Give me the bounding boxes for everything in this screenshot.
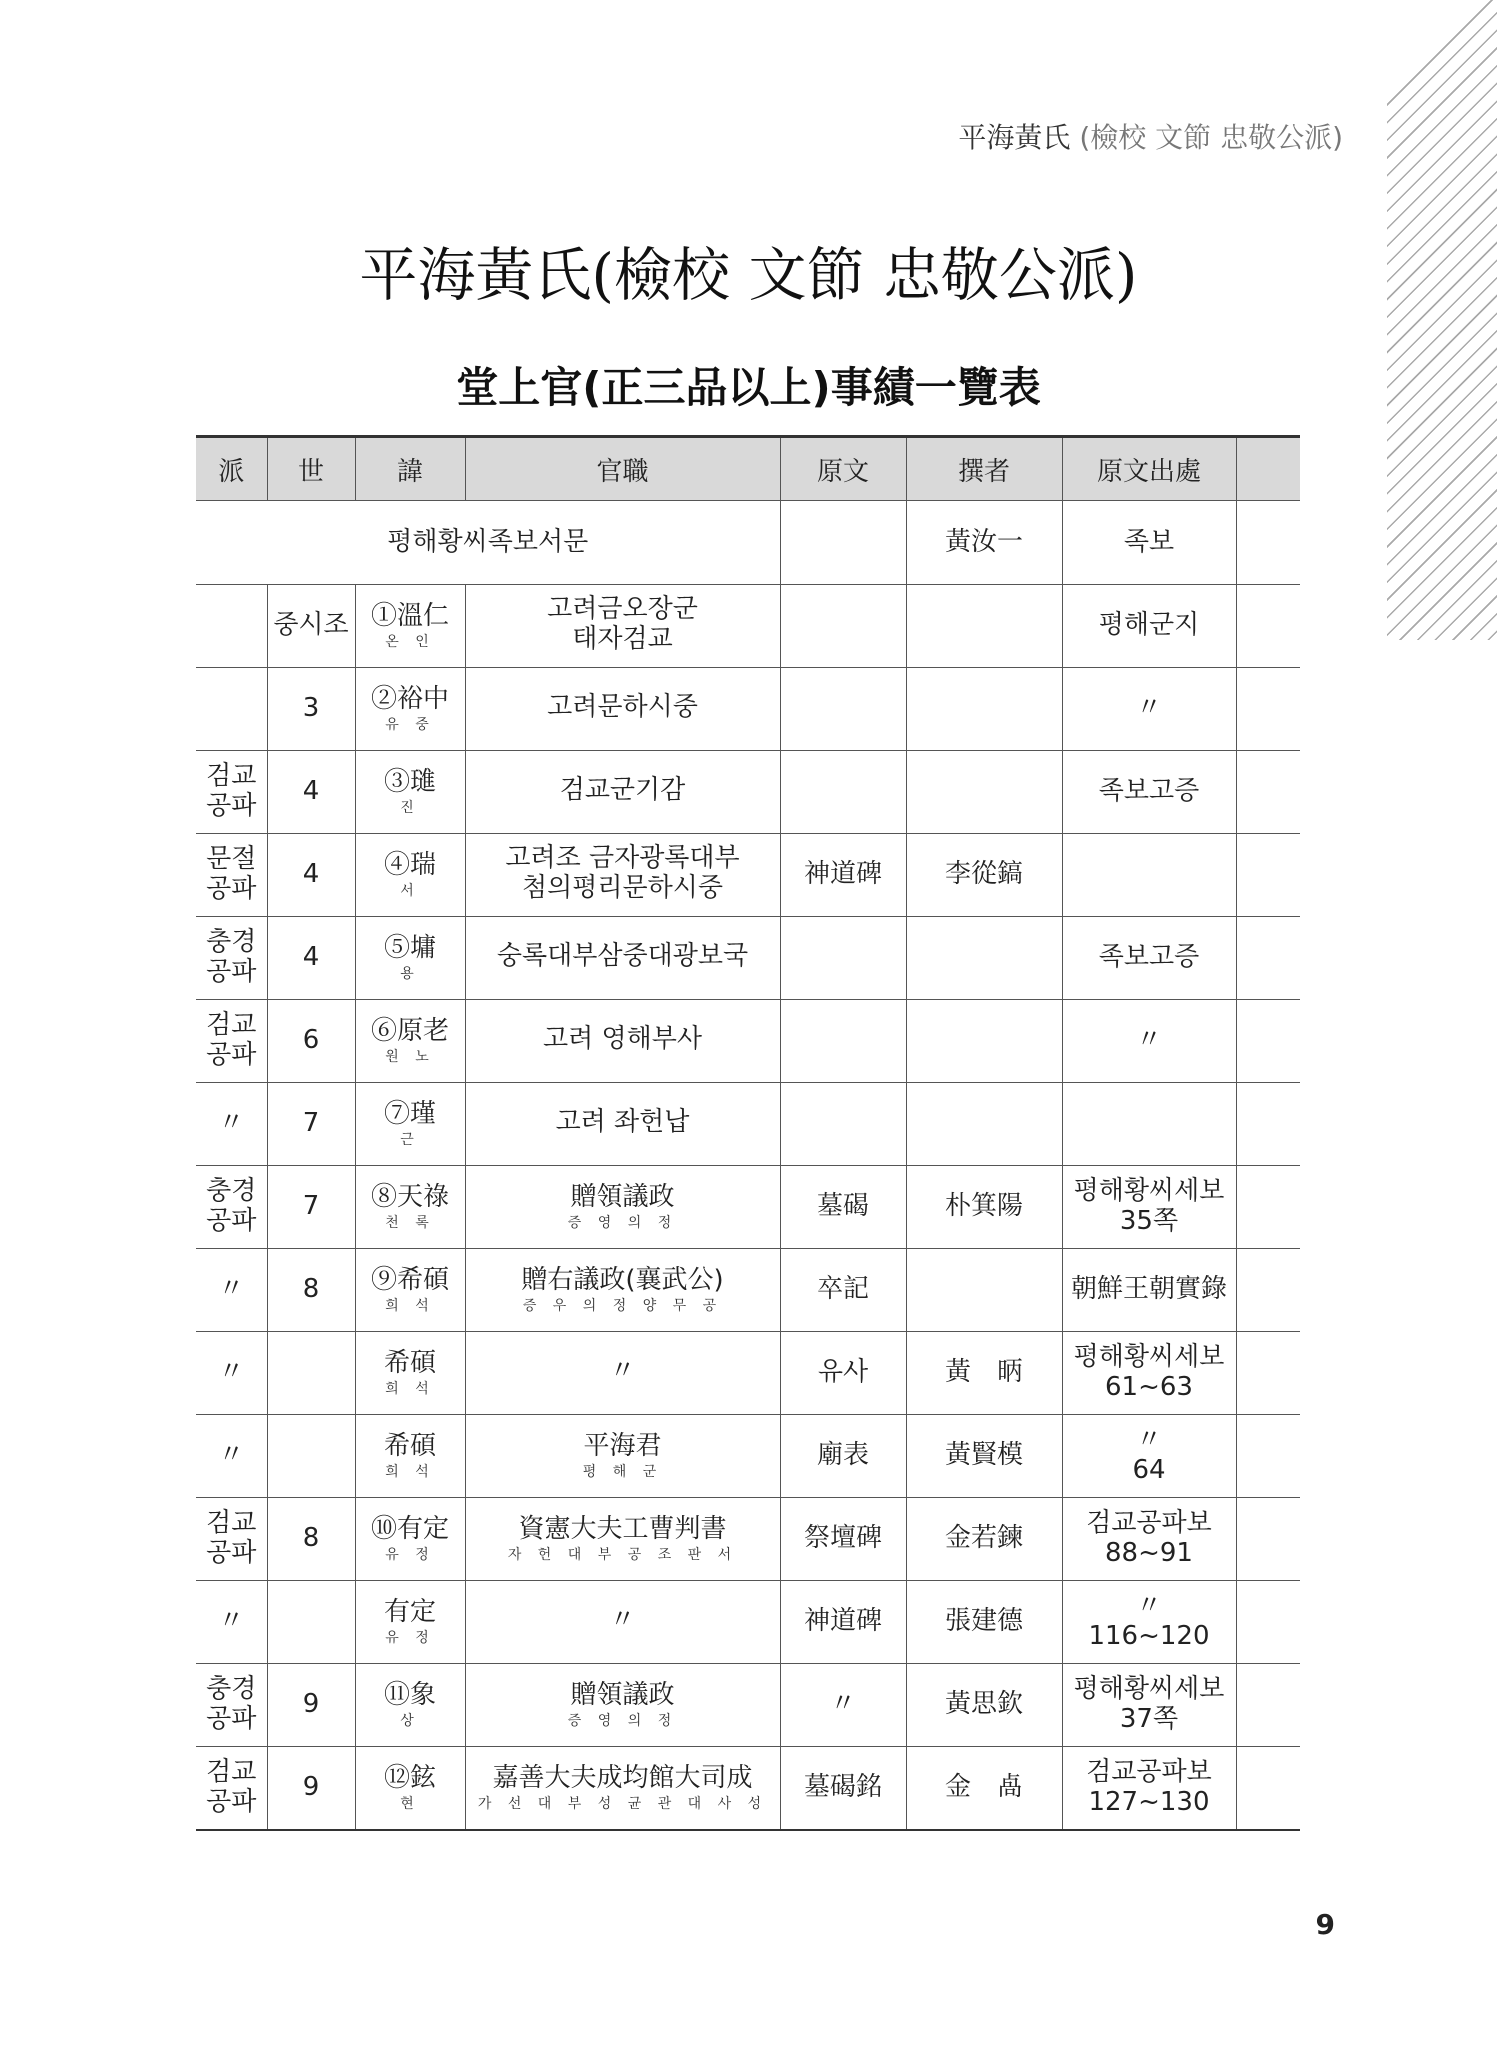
- se-cell: 8: [267, 1249, 355, 1332]
- preface-extra-cell: [1236, 501, 1300, 585]
- source-line-1: 족보고증: [1098, 942, 1200, 973]
- name-cell: [355, 1498, 465, 1581]
- running-head: [958, 116, 1343, 156]
- pa-cell: [196, 1249, 267, 1332]
- se-cell: 9: [267, 1664, 355, 1747]
- author-cell: 黃思欽: [906, 1664, 1062, 1747]
- author-cell: [906, 1000, 1062, 1083]
- header-se: 世: [267, 437, 355, 501]
- pa-cell: [196, 751, 267, 834]
- extra-cell: [1236, 751, 1300, 834]
- author-cell: [906, 668, 1062, 751]
- name-hanja: ③璡: [383, 767, 436, 797]
- pa-cell: [196, 1664, 267, 1747]
- name-reading: 근: [400, 1131, 420, 1148]
- pa-cell: [196, 1166, 267, 1249]
- source-line-1: 〃: [1135, 1591, 1162, 1622]
- author-cell: 黃賢模: [906, 1415, 1062, 1498]
- office-reading: 평 해 군: [582, 1463, 663, 1480]
- name-cell: [355, 1000, 465, 1083]
- pa-line-2: 공파: [206, 1704, 257, 1734]
- author-cell: 李從鎬: [906, 834, 1062, 917]
- decorative-stripes: [1387, 0, 1497, 640]
- author-cell: 金若鍊: [906, 1498, 1062, 1581]
- extra-cell: [1236, 1498, 1300, 1581]
- extra-cell: [1236, 1249, 1300, 1332]
- office-cell: [465, 585, 780, 668]
- pa-cell: [196, 1332, 267, 1415]
- table-row: [196, 1747, 1300, 1830]
- source-line-2: 116~120: [1088, 1621, 1210, 1651]
- extra-cell: [1236, 1000, 1300, 1083]
- wonmun-cell: 墓碣: [780, 1166, 906, 1249]
- pa-line-2: 공파: [206, 1206, 257, 1236]
- name-hanja: 有定: [383, 1597, 436, 1627]
- name-cell: [355, 1249, 465, 1332]
- name-reading: 희 석: [385, 1380, 435, 1397]
- source-cell: [1062, 1664, 1236, 1747]
- name-hanja: ⑥原老: [370, 1016, 449, 1046]
- extra-cell: [1236, 834, 1300, 917]
- source-cell: [1062, 1581, 1236, 1664]
- name-hanja: ⑤墉: [383, 933, 436, 963]
- source-line-1: 평해군지: [1098, 610, 1200, 641]
- source-cell: [1062, 1249, 1236, 1332]
- source-line-2: 88~91: [1105, 1538, 1193, 1568]
- source-cell: [1062, 834, 1236, 917]
- wonmun-cell: [780, 1000, 906, 1083]
- pa-line-1: 검교: [206, 761, 257, 792]
- source-cell: [1062, 585, 1236, 668]
- name-reading: 원 노: [385, 1048, 435, 1065]
- name-hanja: ④瑞: [383, 850, 436, 880]
- name-reading: 유 중: [385, 716, 435, 733]
- wonmun-cell: [780, 668, 906, 751]
- name-reading: 서: [400, 882, 420, 899]
- source-cell: [1062, 1498, 1236, 1581]
- source-cell: [1062, 1332, 1236, 1415]
- pa-line-1: 검교: [206, 1756, 257, 1787]
- pa-line-2: 공파: [206, 791, 257, 821]
- table-row: [196, 1415, 1300, 1498]
- office-line-1: 고려 좌헌납: [555, 1107, 690, 1138]
- pa-cell: [196, 1581, 267, 1664]
- source-line-1: 〃: [1135, 1425, 1162, 1456]
- header-author: 撰者: [906, 437, 1062, 501]
- name-cell: [355, 668, 465, 751]
- extra-cell: [1236, 1166, 1300, 1249]
- table-body: [196, 501, 1300, 1830]
- office-line-2: 태자검교: [572, 624, 673, 654]
- table-row: [196, 917, 1300, 1000]
- header-office: 官職: [465, 437, 780, 501]
- author-cell: [906, 1083, 1062, 1166]
- table-row: [196, 1498, 1300, 1581]
- table-row: [196, 751, 1300, 834]
- source-line-1: 평해황씨세보: [1073, 1342, 1225, 1373]
- pa-line-1: 검교: [206, 1508, 257, 1539]
- source-line-1: 평해황씨세보: [1073, 1176, 1225, 1207]
- office-cell: [465, 1083, 780, 1166]
- pa-cell: [196, 1498, 267, 1581]
- pa-line-1: 문절: [206, 844, 257, 875]
- office-line-1: 고려금오장군: [547, 594, 698, 625]
- pa-line-1: 〃: [218, 1108, 245, 1139]
- se-cell: 3: [267, 668, 355, 751]
- pa-cell: [196, 917, 267, 1000]
- author-cell: [906, 751, 1062, 834]
- source-cell: [1062, 751, 1236, 834]
- table-row: [196, 1581, 1300, 1664]
- source-cell: [1062, 668, 1236, 751]
- name-cell: [355, 1664, 465, 1747]
- office-cell: [465, 1415, 780, 1498]
- name-cell: [355, 834, 465, 917]
- pa-cell: [196, 668, 267, 751]
- preface-wonmun-cell: [780, 501, 906, 585]
- source-cell: [1062, 917, 1236, 1000]
- wonmun-cell: 神道碑: [780, 1581, 906, 1664]
- name-cell: [355, 585, 465, 668]
- pa-line-1: 충경: [206, 1176, 257, 1207]
- page-number: 9: [1315, 1908, 1335, 1941]
- name-cell: [355, 1083, 465, 1166]
- table-title: 堂上官(正三品以上)事績一覽表: [456, 363, 1041, 412]
- pa-line-2: 공파: [206, 1040, 257, 1070]
- office-line-1: 〃: [609, 1356, 636, 1387]
- name-cell: [355, 1415, 465, 1498]
- office-line-1: 〃: [609, 1605, 636, 1636]
- name-cell: [355, 1166, 465, 1249]
- name-cell: [355, 751, 465, 834]
- office-cell: [465, 1166, 780, 1249]
- office-line-1: 嘉善大夫成均館大司成: [492, 1762, 753, 1793]
- name-cell: [355, 1747, 465, 1830]
- table-row: [196, 1083, 1300, 1166]
- extra-cell: [1236, 1664, 1300, 1747]
- se-cell: [267, 1581, 355, 1664]
- wonmun-cell: [780, 751, 906, 834]
- author-cell: 黃 昞: [906, 1332, 1062, 1415]
- source-cell: [1062, 1415, 1236, 1498]
- running-head-sub: (檢校 文節 忠敬公派): [1079, 121, 1343, 154]
- wonmun-cell: 神道碑: [780, 834, 906, 917]
- office-cell: [465, 1000, 780, 1083]
- author-cell: 張建德: [906, 1581, 1062, 1664]
- pa-line-1: 검교: [206, 1010, 257, 1041]
- office-line-2: 첨의평리문하시중: [522, 873, 723, 903]
- se-cell: 7: [267, 1083, 355, 1166]
- preface-source-cell: 족보: [1062, 501, 1236, 585]
- wonmun-cell: 卒記: [780, 1249, 906, 1332]
- pa-cell: [196, 585, 267, 668]
- pa-cell: [196, 1415, 267, 1498]
- name-reading: 희 석: [385, 1463, 435, 1480]
- office-cell: [465, 1664, 780, 1747]
- name-hanja: ②裕中: [370, 684, 449, 714]
- name-reading: 유 정: [385, 1546, 435, 1563]
- name-reading: 희 석: [385, 1297, 435, 1314]
- preface-author-cell: 黃汝一: [906, 501, 1062, 585]
- source-line-2: 61~63: [1105, 1372, 1193, 1402]
- name-hanja: ⑪象: [383, 1680, 436, 1710]
- header-name: 諱: [355, 437, 465, 501]
- se-cell: 8: [267, 1498, 355, 1581]
- pa-line-1: 충경: [206, 927, 257, 958]
- office-reading: 증 영 의 정: [567, 1712, 678, 1729]
- records-table: [196, 435, 1300, 1831]
- office-line-1: 검교군기감: [559, 775, 686, 806]
- source-line-2: 35쪽: [1119, 1206, 1179, 1236]
- wonmun-cell: 墓碣銘: [780, 1747, 906, 1830]
- name-hanja: ⑨希碩: [370, 1265, 449, 1295]
- office-line-1: 贈右議政(襄武公): [521, 1265, 724, 1295]
- office-cell: [465, 1747, 780, 1830]
- office-line-1: 平海君: [583, 1431, 662, 1461]
- se-cell: 4: [267, 751, 355, 834]
- office-cell: [465, 1332, 780, 1415]
- extra-cell: [1236, 668, 1300, 751]
- se-cell: 6: [267, 1000, 355, 1083]
- wonmun-cell: 유사: [780, 1332, 906, 1415]
- source-line-1: 평해황씨세보: [1073, 1674, 1225, 1705]
- se-cell: 중시조: [267, 585, 355, 668]
- pa-line-2: 공파: [206, 957, 257, 987]
- source-line-1: 朝鮮王朝實錄: [1070, 1274, 1227, 1305]
- name-reading: 진: [400, 799, 420, 816]
- office-cell: [465, 917, 780, 1000]
- name-reading: 상: [400, 1712, 420, 1729]
- pa-line-1: 〃: [218, 1606, 245, 1637]
- wonmun-cell: [780, 585, 906, 668]
- extra-cell: [1236, 917, 1300, 1000]
- office-reading: 자 헌 대 부 공 조 판 서: [507, 1546, 738, 1563]
- se-cell: [267, 1415, 355, 1498]
- source-line-2: 127~130: [1088, 1786, 1210, 1817]
- header-extra: [1236, 437, 1300, 501]
- pa-line-2: 공파: [206, 1786, 257, 1817]
- pa-line-2: 공파: [206, 1538, 257, 1568]
- office-reading: 가 선 대 부 성 균 관 대 사 성: [477, 1795, 768, 1812]
- name-cell: [355, 1332, 465, 1415]
- header-wonmun: 原文: [780, 437, 906, 501]
- office-cell: [465, 1581, 780, 1664]
- office-cell: [465, 668, 780, 751]
- wonmun-cell: 〃: [780, 1664, 906, 1747]
- author-cell: [906, 917, 1062, 1000]
- source-cell: [1062, 1747, 1236, 1830]
- table-row: [196, 585, 1300, 668]
- name-hanja: ⑩有定: [370, 1514, 449, 1544]
- office-line-1: 資憲大夫工曹判書: [518, 1514, 727, 1544]
- wonmun-cell: 廟表: [780, 1415, 906, 1498]
- name-hanja: 希碩: [383, 1431, 436, 1461]
- office-reading: 증 영 의 정: [567, 1214, 678, 1231]
- se-cell: 4: [267, 917, 355, 1000]
- source-line-1: 검교공파보: [1086, 1508, 1212, 1539]
- extra-cell: [1236, 1415, 1300, 1498]
- extra-cell: [1236, 1332, 1300, 1415]
- name-reading: 온 인: [385, 633, 435, 650]
- name-cell: [355, 1581, 465, 1664]
- office-line-1: 贈領議政: [570, 1680, 675, 1710]
- office-line-1: 고려 영해부사: [543, 1024, 702, 1055]
- office-cell: [465, 834, 780, 917]
- extra-cell: [1236, 1581, 1300, 1664]
- table-row: [196, 1332, 1300, 1415]
- source-line-2: 64: [1132, 1455, 1166, 1485]
- name-hanja: ⑫鉉: [383, 1762, 436, 1793]
- table-row: [196, 1000, 1300, 1083]
- extra-cell: [1236, 1747, 1300, 1830]
- pa-line-2: 공파: [206, 874, 257, 904]
- preface-title-cell: 평해황씨족보서문: [196, 501, 780, 585]
- pa-line-1: 〃: [218, 1440, 245, 1471]
- author-cell: [906, 1249, 1062, 1332]
- author-cell: 朴箕陽: [906, 1166, 1062, 1249]
- se-cell: [267, 1332, 355, 1415]
- pa-line-1: 충경: [206, 1674, 257, 1705]
- pa-cell: [196, 1747, 267, 1830]
- pa-line-1: 〃: [218, 1357, 245, 1388]
- name-hanja: 希碩: [383, 1348, 436, 1378]
- table-row-preface: [196, 501, 1300, 585]
- extra-cell: [1236, 585, 1300, 668]
- source-cell: [1062, 1166, 1236, 1249]
- source-line-2: 37쪽: [1119, 1704, 1179, 1734]
- name-reading: 유 정: [385, 1629, 435, 1646]
- author-cell: 金 卨: [906, 1747, 1062, 1830]
- se-cell: 9: [267, 1747, 355, 1830]
- table-row: [196, 834, 1300, 917]
- office-line-1: 숭록대부삼중대광보국: [496, 941, 749, 972]
- office-cell: [465, 1249, 780, 1332]
- source-line-1: 검교공파보: [1086, 1756, 1212, 1787]
- table-row: [196, 668, 1300, 751]
- name-hanja: ⑧天祿: [370, 1182, 449, 1212]
- author-cell: [906, 585, 1062, 668]
- name-hanja: ⑦瑾: [383, 1099, 436, 1129]
- office-line-1: 고려조 금자광록대부: [505, 843, 740, 874]
- wonmun-cell: 祭壇碑: [780, 1498, 906, 1581]
- pa-cell: [196, 1000, 267, 1083]
- name-reading: 현: [400, 1795, 420, 1812]
- office-line-1: 贈領議政: [570, 1182, 675, 1212]
- se-cell: 7: [267, 1166, 355, 1249]
- wonmun-cell: [780, 1083, 906, 1166]
- name-hanja: ①溫仁: [370, 601, 449, 631]
- source-line-1: 〃: [1135, 1025, 1162, 1056]
- source-line-1: 〃: [1135, 693, 1162, 724]
- source-cell: [1062, 1000, 1236, 1083]
- name-reading: 천 록: [385, 1214, 435, 1231]
- table-row: [196, 1664, 1300, 1747]
- name-reading: 용: [400, 965, 420, 982]
- pa-cell: [196, 1083, 267, 1166]
- office-reading: 증 우 의 정 양 무 공: [522, 1297, 723, 1314]
- header-pa: 派: [196, 437, 267, 501]
- page-title: 平海黃氏(檢校 文節 忠敬公派): [359, 241, 1138, 309]
- running-head-main: 平海黃氏: [958, 121, 1071, 154]
- pa-cell: [196, 834, 267, 917]
- table-header-row: [196, 437, 1300, 501]
- table-row: [196, 1166, 1300, 1249]
- source-line-1: 족보고증: [1098, 776, 1200, 807]
- office-cell: [465, 751, 780, 834]
- extra-cell: [1236, 1083, 1300, 1166]
- office-cell: [465, 1498, 780, 1581]
- office-line-1: 고려문하시중: [547, 692, 698, 723]
- pa-line-1: 〃: [218, 1274, 245, 1305]
- table-row: [196, 1249, 1300, 1332]
- name-cell: [355, 917, 465, 1000]
- wonmun-cell: [780, 917, 906, 1000]
- header-source: 原文出處: [1062, 437, 1236, 501]
- se-cell: 4: [267, 834, 355, 917]
- source-cell: [1062, 1083, 1236, 1166]
